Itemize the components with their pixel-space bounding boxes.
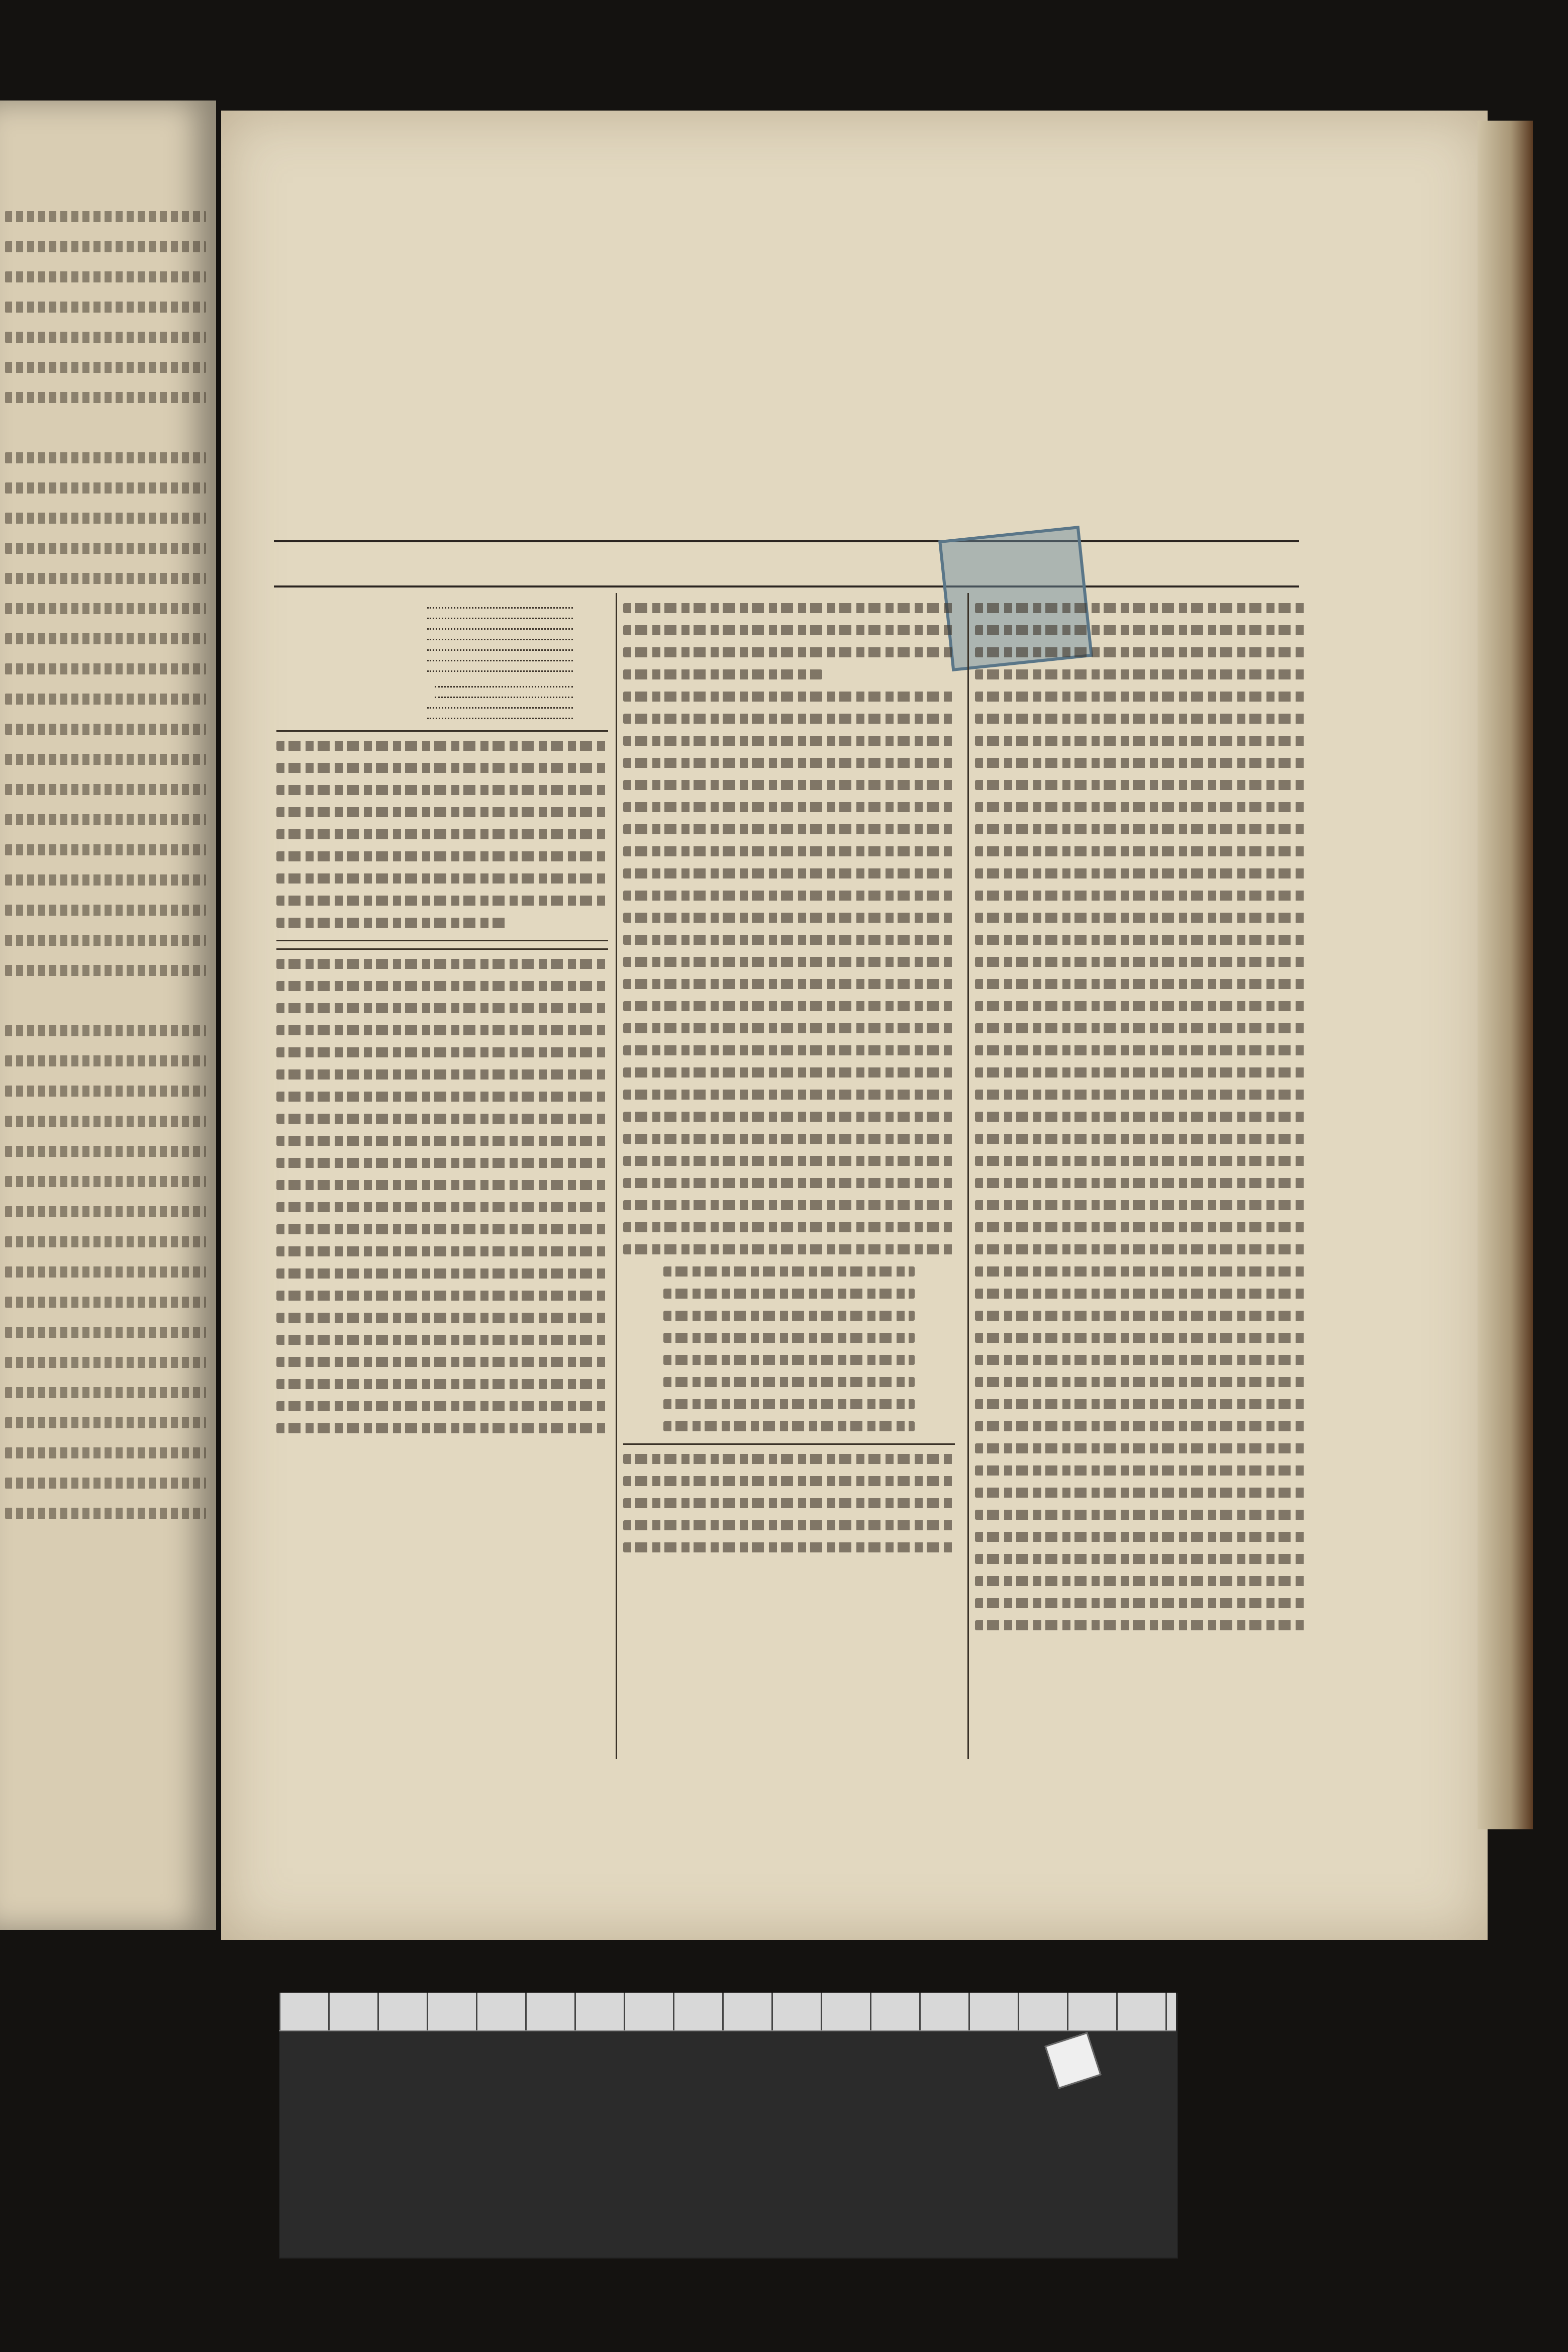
article-body: [623, 692, 955, 1254]
toc-row: [276, 718, 608, 723]
toc-row: [276, 639, 608, 644]
toc-row: [276, 618, 608, 623]
swatch-label: [877, 2081, 976, 2106]
toc-row: [276, 707, 608, 713]
colour-swatch: [976, 2184, 1076, 2259]
poem-intro: [623, 1454, 955, 1552]
swatch-row-light: [279, 2108, 1176, 2184]
header-rule: [274, 585, 1299, 587]
column-divider: [967, 593, 969, 1759]
colour-swatch: [777, 2108, 877, 2184]
colour-swatch: [578, 2108, 677, 2184]
swatch-label: [378, 2081, 478, 2106]
swatch-label: [478, 2081, 578, 2106]
column-divider: [616, 593, 617, 1759]
article-body: [975, 603, 1307, 1630]
swatch-label: [677, 2081, 777, 2106]
colour-swatch: [478, 2108, 578, 2184]
swatch-label: [777, 2081, 877, 2106]
colour-swatch: [976, 2108, 1076, 2184]
header-rule: [274, 540, 1299, 542]
toc-row: [276, 628, 608, 634]
colour-swatch: [279, 2184, 378, 2259]
colour-swatch: [1076, 2184, 1176, 2259]
colour-swatch: [478, 2184, 578, 2259]
column-3: [975, 598, 1307, 1642]
swatch-label: [976, 2081, 1076, 2106]
measurement-ruler: [279, 1993, 1176, 2031]
colour-swatch: [1076, 2108, 1176, 2184]
article-continuation: [623, 603, 955, 679]
swatch-label: [279, 2081, 378, 2106]
swatch-label: [1076, 2081, 1176, 2106]
toc-row: [276, 686, 608, 692]
colour-swatch: [877, 2108, 976, 2184]
toc-row: [276, 607, 608, 613]
notice-text: [276, 741, 608, 928]
swatch-labels: [279, 2081, 1176, 2106]
colour-swatch: [378, 2184, 478, 2259]
toc-row: [276, 697, 608, 702]
masthead-title: [342, 181, 1277, 392]
book-edge: [1478, 121, 1533, 1829]
toc-row: [276, 670, 608, 676]
toc-row: [276, 660, 608, 665]
column-1: [276, 598, 608, 1445]
colour-swatch: [677, 2184, 777, 2259]
colour-swatch: [877, 2184, 976, 2259]
colour-swatch: [378, 2108, 478, 2184]
poem-block: [623, 1266, 955, 1431]
swatch-label: [578, 2081, 677, 2106]
toc-row: [276, 649, 608, 655]
column-2: [623, 598, 955, 1564]
swatch-row-dark: [279, 2184, 1176, 2259]
article-body: [276, 959, 608, 1433]
colour-swatch: [578, 2184, 677, 2259]
colour-swatch: [279, 2108, 378, 2184]
colour-swatch: [777, 2184, 877, 2259]
issue-info-bar: [279, 548, 1294, 583]
colour-swatch: [677, 2108, 777, 2184]
left-market-block: [0, 1528, 211, 1759]
